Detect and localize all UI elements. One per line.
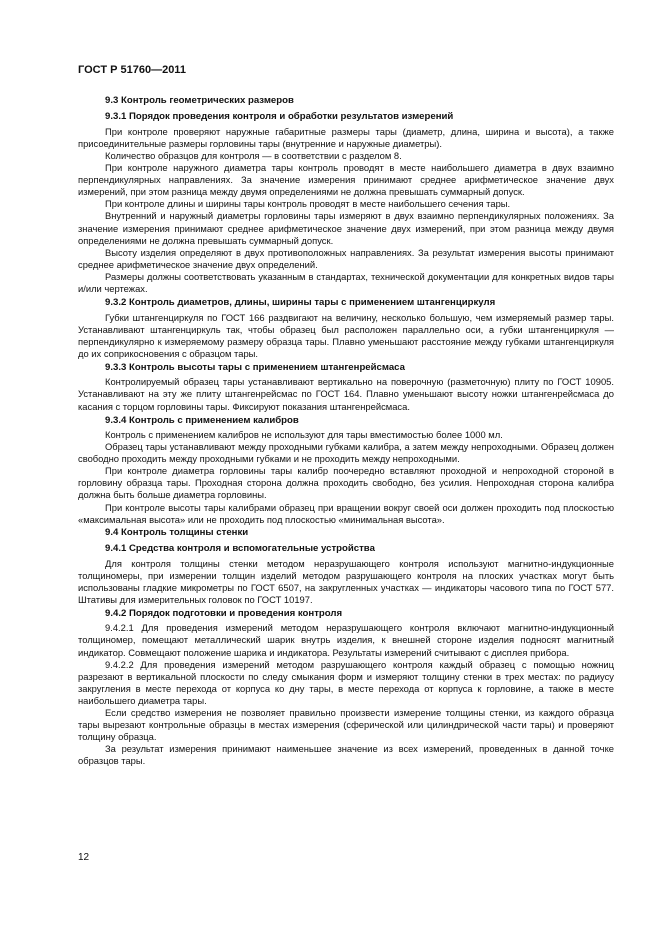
paragraph: Если средство измерения не позволяет правильно произвести измерение толщины стенки, из каждого образца тары вырезают контрольные образцы в местах измерения (сферической или цилиндрической части тары) и проверяют толщину образца. <box>78 707 614 743</box>
section-heading: 9.3 Контроль геометрических размеров <box>105 95 294 106</box>
subsection-heading: 9.3.2 Контроль диаметров, длины, ширины тары с применением штангенциркуля <box>105 297 496 309</box>
paragraph: При контроле длины и ширины тары контроль проводят в месте наибольшего сечения тары. <box>105 198 511 210</box>
standard-code-header: ГОСТ Р 51760—2011 <box>78 64 186 76</box>
paragraph: 9.4.2.2 Для проведения измерений методом разрушающего контроля каждый образец с помощью ножниц разрезают в вертикальной плоскости по следу смыкания форм и измеряют толщину стенки в трех местах: по радиусу закругления в месте перехода от корпуса ко дну тары, в месте перехода от корпуса к горловине, а также в месте наибольшего диаметра тары. <box>78 658 614 706</box>
paragraph: Образец тары устанавливают между проходными губками калибра, а затем между непроходными. Образец должен свободно проходить между проходными губками и не проходить между непроходными. <box>78 441 614 465</box>
subsection-heading: 9.3.1 Порядок проведения контроля и обработки результатов измерений <box>105 111 454 123</box>
paragraph: 9.4.2.1 Для проведения измерений методом неразрушающего контроля включают магнитно-индукционный толщиномер, помещают металлический шарик внутрь изделия, к внешней стороне изделия подносят магнитный индикатор. Совмещают положение шарика и индикатора. Результаты измерений считывают с дисплея прибора. <box>78 622 614 658</box>
section-heading: 9.4 Контроль толщины стенки <box>105 526 249 538</box>
document-body <box>78 94 614 767</box>
paragraph: При контроле высоты тары калибрами образец при вращении вокруг своей оси должен проходить под плоскостью «максимальная высота» или не проходить под плоскостью «минимальная высота». <box>78 501 614 525</box>
page-number: 12 <box>78 852 90 863</box>
paragraph: Размеры должны соответствовать указанным в стандартах, технической документации для конкретных видов тары и/или чертежах. <box>78 270 614 295</box>
paragraph: При контроле проверяют наружные габаритные размеры тары (диаметр, длина, ширина и высота), а также присоединительные размеры горловины тары (внутренние и наружные диаметры). <box>78 125 614 149</box>
paragraph: При контроле диаметра горловины тары калибр поочередно вставляют проходной и непроходной стороной в горловину образца тары. Проходная сторона должна проходить свободно, без усилия. Непроходная сторона калибра должна быть больше диаметра горловины. <box>78 465 614 501</box>
subsection-heading: 9.4.1 Средства контроля и вспомогательные устройства <box>105 543 375 555</box>
paragraph: Внутренний и наружный диаметры горловины тары измеряют в двух взаимно перпендикулярных положениях. За значение измерения принимают среднее арифметическое значение двух измерений, при этом разница между двумя определениями не должна превышать суммарный допуск. <box>78 210 614 246</box>
paragraph: Контролируемый образец тары устанавливают вертикально на поверочную (разметочную) плиту по ГОСТ 10905. Устанавливают на эту же плиту штангенрейсмас по ГОСТ 164. Плавно уменьшают высоту ножки штангенрейсмаса до касания с торцом горловины тары. Фиксируют показания штангенрейсмаса. <box>78 376 614 412</box>
paragraph: Контроль с применением калибров не используют для тары вместимостью более 1000 мл. <box>105 429 503 440</box>
subsection-heading: 9.3.4 Контроль с применением калибров <box>105 414 299 426</box>
paragraph: За результат измерения принимают наименьшее значение из всех измерений, проведенных в данной точке образцов тары. <box>78 743 614 767</box>
paragraph: При контроле наружного диаметра тары контроль проводят в месте наибольшего диаметра в двух взаимно перпендикулярных направлениях. За значение измерения принимают среднее арифметическое значение двух измерений, при этом разница между двумя определениями не должна превышать суммарный допуск. <box>78 162 614 198</box>
subsection-heading: 9.4.2 Порядок подготовки и проведения контроля <box>105 607 343 619</box>
paragraph: Губки штангенциркуля по ГОСТ 166 раздвигают на величину, несколько большую, чем измеряемый размер тары. Устанавливают штангенциркуль так, чтобы образец был расположен параллельно оси, а губки штангенциркуля — перпендикулярно к измеряемому размеру образца тары. Плавно уменьшают расстояние между губками штангенциркуля до их соприкосновения с образцом тары. <box>78 311 614 359</box>
paragraph: Количество образцов для контроля — в соответствии с разделом 8. <box>105 150 402 161</box>
paragraph: Высоту изделия определяют в двух противоположных направлениях. За результат измерения высоты принимают среднее арифметическое значение двух определений. <box>78 246 614 270</box>
paragraph: Для контроля толщины стенки методом неразрушающего контроля используют магнитно-индукционные толщиномеры, при измерении толщин изделий методом разрушающего контроля на плоских участках могут быть использованы гладкие микрометры по ГОСТ 6507, на закругленных участках — индикаторы часового типа по ГОСТ 577. Штативы для измерительных головок по ГОСТ 10197. <box>78 557 614 605</box>
subsection-heading: 9.3.3 Контроль высоты тары с применением штангенрейсмаса <box>105 361 405 373</box>
